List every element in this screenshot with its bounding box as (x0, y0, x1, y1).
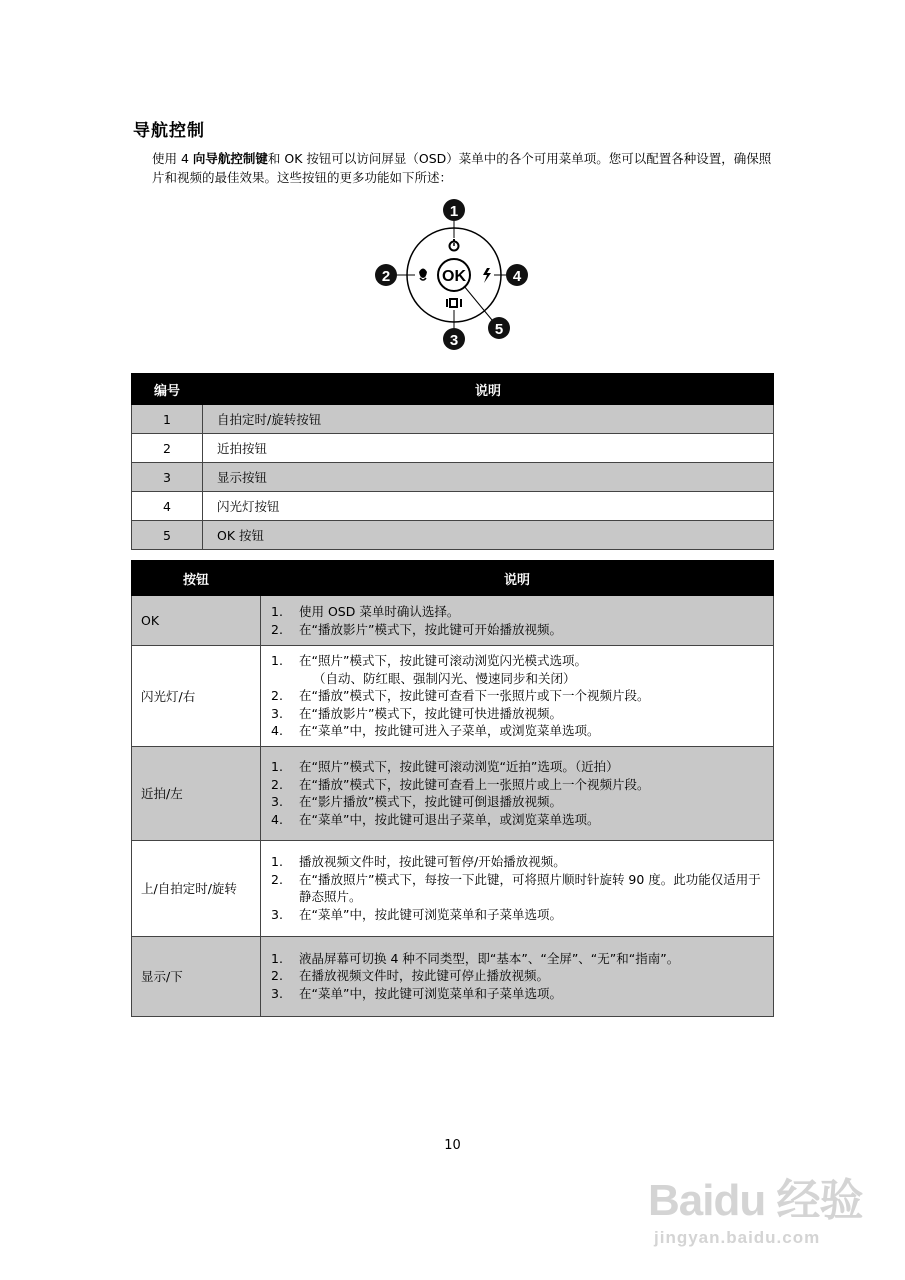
function-list (261, 840, 774, 936)
function-list (261, 746, 774, 840)
page-number: 10 (444, 1138, 461, 1153)
table-row (132, 746, 774, 840)
table-row (132, 463, 774, 492)
list-item: 4. 在“菜单”中，按此键可退出子菜单，或浏览菜单选项。 (271, 811, 600, 827)
function-list (261, 646, 774, 747)
watermark-brand: Baidu 经验 (648, 1176, 863, 1225)
watermark-url: jingyan.baidu.com (654, 1228, 821, 1247)
row-description: 自拍定时/旋转按钮 (203, 405, 774, 434)
table1-header-number: 编号 (132, 374, 203, 405)
table2-header-button: 按钮 (132, 561, 261, 596)
table2-header-row (132, 561, 774, 596)
table2-header-description: 说明 (261, 561, 774, 596)
list-item: 3. 在“菜单”中，按此键可浏览菜单和子菜单选项。 (271, 906, 562, 922)
list-item: 3. 在“影片播放”模式下，按此键可倒退播放视频。 (271, 794, 562, 809)
svg-text:3: 3 (449, 332, 459, 349)
navigation-dpad-diagram (370, 198, 540, 353)
table-row (132, 521, 774, 550)
button-number-table (131, 373, 774, 550)
table-row (132, 405, 774, 434)
button-key: 近拍/左 (132, 746, 261, 840)
table-row (132, 596, 774, 646)
button-function-table (131, 560, 774, 1017)
table1-header-description: 说明 (203, 374, 774, 405)
dpad-svg (370, 198, 540, 353)
function-list (261, 936, 774, 1016)
list-item: 2. 在播放视频文件时，按此键可停止播放视频。 (271, 968, 550, 984)
callout-3 (443, 328, 465, 350)
intro-paragraph: 使用 4 向导航控制键和 OK 按钮可以访问屏显（OSD）菜单中的各个可用菜单项。您可以配置各种设置，确保照片和视频的最佳效果。这些按钮的更多功能如下所述： (152, 151, 772, 185)
row-description: 闪光灯按钮 (203, 492, 774, 521)
svg-text:2: 2 (381, 268, 391, 285)
table-row (132, 840, 774, 936)
list-item: 3. 在“播放影片”模式下，按此键可快进播放视频。 (271, 705, 562, 721)
ok-label: OK (442, 268, 466, 285)
list-item: 2. 在“播放照片”模式下，每按一下此键，可将照片顺时针旋转 90 度。此功能仅适用于静态照片。 (271, 871, 761, 904)
button-key: OK (132, 596, 261, 646)
list-item: 1. 液晶屏幕可切换 4 种不同类型，即“基本”、“全屏”、“无”和“指南”。 (271, 950, 680, 966)
button-key: 显示/下 (132, 936, 261, 1016)
list-item: 1. 使用 OSD 菜单时确认选择。 (271, 604, 460, 619)
page-title: 导航控制 (133, 121, 205, 141)
callout-2 (375, 264, 397, 286)
callout-5 (488, 317, 510, 339)
table-row (132, 646, 774, 747)
table-row (132, 492, 774, 521)
row-description: 近拍按钮 (203, 434, 774, 463)
table1-header-row (132, 374, 774, 405)
row-number: 3 (132, 463, 203, 492)
list-item: 1. 在“照片”模式下，按此键可滚动浏览“近拍”选项。（近拍） (271, 759, 619, 774)
callout-4 (506, 264, 528, 286)
row-description: OK 按钮 (203, 521, 774, 550)
list-item: 2. 在“播放”模式下，按此键可查看下一张照片或下一个视频片段。 (271, 688, 650, 703)
list-item: 4. 在“菜单”中，按此键可进入子菜单，或浏览菜单选项。 (271, 723, 600, 738)
list-item: 3. 在“菜单”中，按此键可浏览菜单和子菜单选项。 (271, 985, 562, 1001)
list-item: 1. 在“照片”模式下，按此键可滚动浏览闪光模式选项。 （自动、防红眼、强制闪光、慢速同步和关闭） (271, 653, 587, 686)
row-number: 1 (132, 405, 203, 434)
list-item: 1. 播放视频文件时，按此键可暂停/开始播放视频。 (271, 854, 566, 869)
row-number: 5 (132, 521, 203, 550)
callout-1 (443, 199, 465, 221)
button-key: 上/自拍定时/旋转 (132, 840, 261, 936)
list-item: 2. 在“播放”模式下，按此键可查看上一张照片或上一个视频片段。 (271, 776, 650, 792)
baidu-watermark (648, 1150, 888, 1270)
function-list (261, 596, 774, 646)
table-row (132, 936, 774, 1016)
list-item: 2. 在“播放影片”模式下，按此键可开始播放视频。 (271, 621, 562, 637)
svg-text:4: 4 (512, 268, 522, 285)
svg-text:5: 5 (494, 321, 504, 338)
row-description: 显示按钮 (203, 463, 774, 492)
row-number: 4 (132, 492, 203, 521)
table-row (132, 434, 774, 463)
button-key: 闪光灯/右 (132, 646, 261, 747)
row-number: 2 (132, 434, 203, 463)
svg-text:1: 1 (449, 203, 459, 220)
